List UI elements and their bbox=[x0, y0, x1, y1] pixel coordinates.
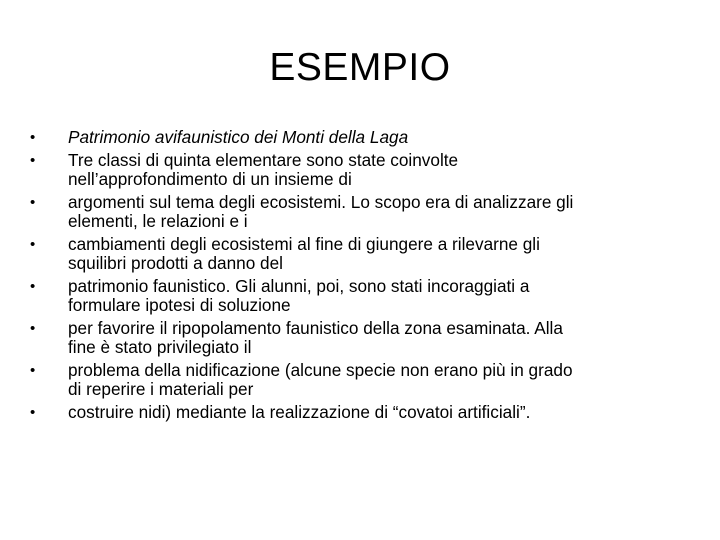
bullet-line: costruire nidi) mediante la realizzazione di “covatoi artificiali”. bbox=[68, 401, 531, 422]
bullet-text bbox=[68, 128, 710, 148]
bullet-dot-icon: • bbox=[30, 403, 36, 421]
bullet-text bbox=[68, 277, 710, 316]
bullet-text bbox=[68, 319, 710, 358]
bullet-line: Tre classi di quinta elementare sono state coinvolte bbox=[68, 149, 459, 170]
bullet-item bbox=[30, 193, 710, 232]
bullet-line: cambiamenti degli ecosistemi al fine di giungere a rilevarne gli bbox=[68, 233, 540, 254]
bullet-item bbox=[30, 277, 710, 316]
bullet-item bbox=[30, 361, 710, 400]
bullet-item bbox=[30, 235, 710, 274]
bullet-line: patrimonio faunistico. Gli alunni, poi, sono stati incoraggiati a bbox=[68, 275, 530, 296]
bullet-item bbox=[30, 319, 710, 358]
bullet-item bbox=[30, 128, 710, 148]
bullet-text bbox=[68, 403, 710, 423]
bullet-line: formulare ipotesi di soluzione bbox=[68, 295, 291, 315]
bullet-text bbox=[68, 151, 710, 190]
bullet-line: squilibri prodotti a danno del bbox=[68, 253, 283, 273]
bullet-line: nell’approfondimento di un insieme di bbox=[68, 169, 352, 189]
bullet-line: problema della nidificazione (alcune specie non erano più in grado bbox=[68, 359, 573, 380]
bullet-line: Patrimonio avifaunistico dei Monti della Laga bbox=[68, 127, 409, 147]
bullet-text bbox=[68, 193, 710, 232]
bullet-dot-icon: • bbox=[30, 361, 36, 379]
bullet-dot-icon: • bbox=[30, 193, 36, 211]
bullet-dot-icon: • bbox=[30, 151, 36, 169]
bullet-line: fine è stato privilegiato il bbox=[68, 337, 252, 357]
bullet-dot-icon: • bbox=[30, 129, 36, 146]
bullet-line: argomenti sul tema degli ecosistemi. Lo scopo era di analizzare gli bbox=[68, 191, 574, 212]
bullet-text bbox=[68, 235, 710, 274]
bullet-line: elementi, le relazioni e i bbox=[68, 211, 248, 231]
bullet-dot-icon: • bbox=[30, 235, 36, 253]
bullet-text bbox=[68, 361, 710, 400]
bullet-dot-icon: • bbox=[30, 277, 36, 295]
slide-title: ESEMPIO bbox=[269, 46, 451, 89]
bullet-item bbox=[30, 151, 710, 190]
bullet-list bbox=[30, 128, 710, 425]
bullet-line: per favorire il ripopolamento faunistico della zona esaminata. Alla bbox=[68, 317, 563, 338]
bullet-line: di reperire i materiali per bbox=[68, 379, 254, 399]
bullet-dot-icon: • bbox=[30, 319, 36, 337]
bullet-item bbox=[30, 403, 710, 423]
